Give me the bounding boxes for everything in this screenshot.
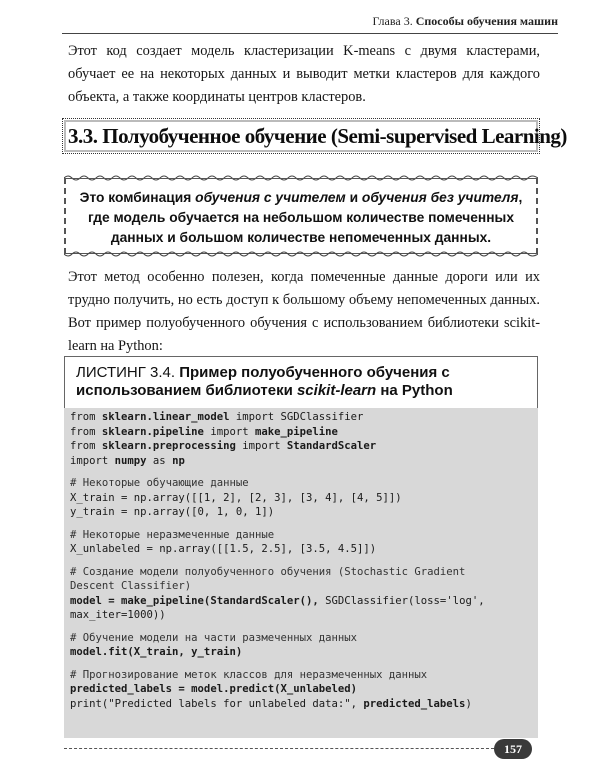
code-token: make_pipeline xyxy=(254,425,338,438)
code-comment: # Прогнозирование меток классов для неразмеченных данных xyxy=(70,668,428,681)
header-rule xyxy=(62,33,558,34)
code-token: import xyxy=(203,425,255,438)
listing-title-a: Пример полуобученного обучения с использованием библиотеки xyxy=(76,364,450,399)
code-line: X_train = np.array([[1, 2], [2, 3], [3, 4], [4, 5]]) xyxy=(70,491,402,504)
code-token: sklearn.pipeline xyxy=(101,425,204,438)
code-blank-line xyxy=(70,468,536,476)
callout-part-1: Это комбинация xyxy=(79,190,196,205)
listing-caption xyxy=(76,364,526,400)
callout-bottom-wave xyxy=(64,250,538,258)
code-block xyxy=(70,410,536,711)
code-token: from xyxy=(70,440,102,452)
callout-part-2: и xyxy=(345,190,362,205)
code-line xyxy=(70,594,536,609)
code-blank-line xyxy=(70,557,536,565)
code-line xyxy=(70,682,536,697)
code-line xyxy=(70,645,536,660)
listing-label: ЛИСТИНГ 3.4. xyxy=(76,364,176,381)
code-blank-line xyxy=(70,520,536,528)
code-token: print("Predicted labels for unlabeled data:", xyxy=(70,697,364,710)
code-token: predicted_labels = model.predict(X_unlabeled) xyxy=(70,683,358,695)
code-token: numpy xyxy=(114,454,147,467)
code-line xyxy=(70,454,536,469)
code-token: import SGDClassifier xyxy=(229,411,364,423)
chapter-number: Глава 3. xyxy=(372,14,413,28)
code-token: sklearn.preprocessing xyxy=(101,440,236,452)
page-number: 157 xyxy=(494,739,532,759)
listing-title-library: scikit-learn xyxy=(296,382,377,399)
code-token: ) xyxy=(465,697,472,710)
callout-emphasis-unsupervised: обучения без учителя xyxy=(361,190,519,205)
code-line xyxy=(70,425,536,440)
code-comment: Descent Classifier) xyxy=(70,580,192,592)
code-blank-line xyxy=(70,660,536,668)
code-line xyxy=(70,410,536,425)
code-comment: # Некоторые обучающие данные xyxy=(70,477,249,489)
code-token: SGDClassifier(loss='log', xyxy=(318,594,485,607)
code-comment: # Создание модели полуобученного обучения (Stochastic Gradient xyxy=(70,565,466,578)
code-token: predicted_labels xyxy=(363,697,466,710)
code-line xyxy=(70,697,536,712)
section-heading: 3.3. Полуобученное обучение (Semi-supervised Learning) xyxy=(68,124,567,148)
chapter-title: Способы обучения машин xyxy=(415,14,558,28)
code-token: StandardScaler xyxy=(286,440,377,452)
code-token: from xyxy=(70,411,102,423)
code-comment: # Некоторые неразмеченные данные xyxy=(70,528,275,541)
code-comment: # Обучение модели на части размеченных данных xyxy=(70,631,358,644)
code-token: as xyxy=(146,454,173,467)
footer-rule xyxy=(64,748,494,749)
code-line: X_unlabeled = np.array([[1.5, 2.5], [3.5, 4.5]]) xyxy=(70,543,377,555)
code-token: model = make_pipeline(StandardScaler(), xyxy=(70,594,319,607)
listing-title-b: на Python xyxy=(376,382,453,399)
code-token: from xyxy=(70,425,102,438)
running-head xyxy=(373,14,558,29)
code-line: y_train = np.array([0, 1, 0, 1]) xyxy=(70,506,275,518)
body-paragraph: Этот метод особенно полезен, когда помеченные данные дороги или их трудно получить, но есть доступ к большому объему непомеченных данных. Вот пример полуобученного обучения с использованием библиотеки scikit-learn на Python: xyxy=(68,269,540,354)
code-token: import xyxy=(70,454,115,467)
intro-paragraph: Этот код создает модель кластеризации K-means с двумя кластерами, обучает ее на некоторых данных и выводит метки кластеров для каждого объекта, а также координаты центров кластеров. xyxy=(68,43,540,105)
callout-part-3: , где модель обучается на небольшом количестве помеченных данных и большом количестве непомеченных данных. xyxy=(87,190,523,245)
callout-emphasis-supervised: обучения с учителем xyxy=(195,190,346,205)
definition-text xyxy=(70,188,532,248)
code-token: np xyxy=(172,454,185,467)
code-blank-line xyxy=(70,623,536,631)
code-line xyxy=(70,439,536,454)
code-token: sklearn.linear_model xyxy=(101,411,230,423)
code-token: import xyxy=(235,440,287,452)
code-line: max_iter=1000)) xyxy=(70,609,166,621)
code-token: model.fit(X_train, y_train) xyxy=(70,646,243,658)
